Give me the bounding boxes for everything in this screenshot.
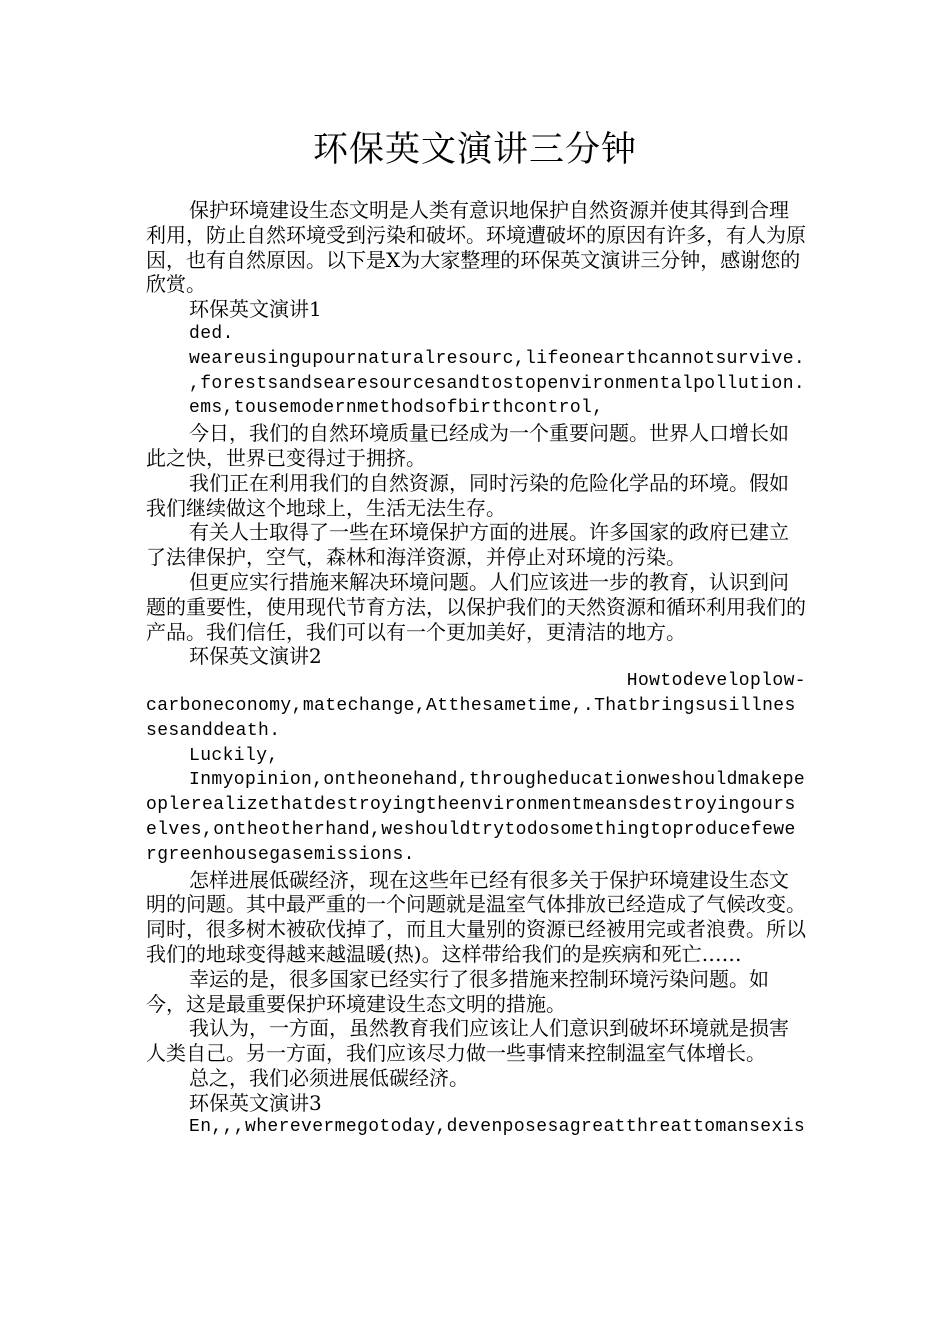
intro-paragraph: 保护环境建设生态文明是人类有意识地保护自然资源并使其得到合理利用，防止自然环境受到污染和破坏。环境遭破坏的原因有许多，有人为原因，也有自然原因。以下是X为大家整理的环保英文演讲三分钟，感谢您的欣赏。 [146, 198, 806, 297]
english-paragraph: carboneconomy,matechange,Atthesametime,.Thatbringsusillnessesanddeath. [146, 695, 796, 741]
english-line: ems,tousemodernmethodsofbirthcontrol, [189, 398, 604, 419]
chinese-paragraph: 怎样进展低碳经济，现在这些年已经有很多关于保护环境建设生态文明的问题。其中最严重的一个问题就是温室气体排放已经造成了气候改变。同时，很多树木被砍伐掉了，而且大量别的资源已经被用完或者浪费。所以我们的地球变得越来越温暖(热)。这样带给我们的是疾病和死亡…… [146, 867, 806, 966]
chinese-paragraph: 今日，我们的自然环境质量已经成为一个重要问题。世界人口增长如此之快，世界已变得过于拥挤。 [146, 421, 789, 470]
section-heading-2: 环保英文演讲2 [189, 644, 322, 669]
page-title: 环保英文演讲三分钟 [312, 130, 637, 170]
chinese-paragraph: 总之，我们必须进展低碳经济。 [189, 1065, 469, 1090]
english-line: ded. [189, 323, 234, 344]
english-line: En,,,wherevermegotoday,devenposesagreatthreattomansexis [189, 1117, 806, 1138]
english-paragraph: Inmyopinion,ontheonehand,througheducationweshouldmakepeoplerealizethatdestroyingtheenvironmentmeansdestroyingourselves,ontheotherhand,weshouldtrytodosomethingtoproducefewergreenhousegasemissions. [146, 770, 806, 865]
chinese-paragraph: 有关人士取得了一些在环境保护方面的进展。许多国家的政府已建立了法律保护，空气，森林和海洋资源，并停止对环境的污染。 [146, 520, 789, 570]
chinese-paragraph: 我认为，一方面，虽然教育我们应该让人们意识到破坏环境就是损害人类自己。另一方面，我们应该尽力做一些事情来控制温室气体增长。 [146, 1016, 789, 1066]
chinese-paragraph: 幸运的是，很多国家已经实行了很多措施来控制环境污染问题。如今，这是最重要保护环境建设生态文明的措施。 [146, 966, 769, 1016]
english-line: Luckily, [189, 745, 279, 766]
chinese-paragraph: 但更应实行措施来解决环境问题。人们应该进一步的教育，认识到问题的重要性，使用现代节育方法，以保护我们的天然资源和循环利用我们的产品。我们信任，我们可以有一个更加美好，更清洁的地方。 [146, 569, 806, 644]
section-heading-1: 环保英文演讲1 [189, 297, 322, 322]
section-heading-3: 环保英文演讲3 [189, 1090, 322, 1115]
english-line: ,forestsandsearesourcesandtostopenvironmentalpollution. [189, 373, 806, 394]
document-body [146, 198, 806, 1140]
english-line-right: Howtodeveloplow- [626, 671, 806, 692]
chinese-paragraph: 我们正在利用我们的自然资源，同时污染的危险化学品的环境。假如我们继续做这个地球上，生活无法生存。 [146, 470, 789, 520]
english-line: weareusingupournaturalresourc,lifeonearthcannotsurvive. [189, 348, 806, 369]
